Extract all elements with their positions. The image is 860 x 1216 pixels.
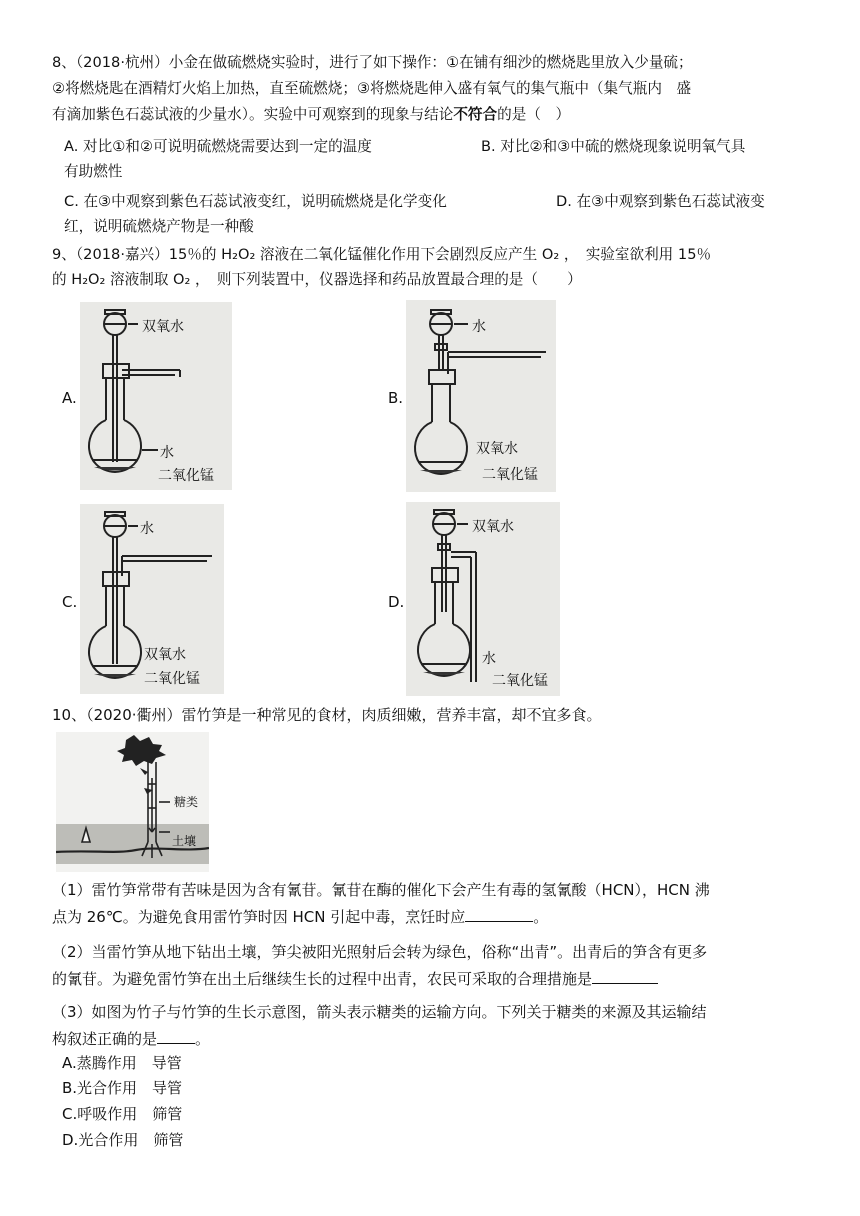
q8-option-cd-cont: 红，说明硫燃烧产物是一种酸 [64,218,254,235]
q10-part1-line2 [52,907,548,927]
q10-part1-text: 点为 26℃。为避免食用雷竹笋时因 HCN 引起中毒，烹饪时应 [52,908,466,926]
apparatus-a-bottom-label: 二氧化锰 [158,468,214,484]
q10-option-b: B.光合作用 导管 [62,1079,183,1097]
q9-option-a-letter: A. [62,389,77,407]
q10-title: 10、（2020·衢州）雷竹笋是一种常见的食材，肉质细嫩，营养丰富，却不宜多食。 [52,706,602,724]
apparatus-c-funnel-label: 水 [140,521,154,537]
q10-part3-text: 构叙述正确的是 [52,1030,158,1048]
q9-option-c-letter: C. [62,593,78,611]
apparatus-d-funnel-label: 双氧水 [472,519,514,535]
q9-option-b-letter: B. [388,389,404,407]
apparatus-a-figure [80,302,232,490]
apparatus-d-bottom-label: 二氧化锰 [492,673,548,689]
q8-option-d: D. 在③中观察到紫色石蕊试液变 [556,193,765,210]
apparatus-c-figure [80,504,224,694]
q8-stem-line1: 8、（2018·杭州）小金在做硫燃烧实验时，进行了如下操作：①在铺有细沙的燃烧匙里放入少量硫； [52,54,693,71]
apparatus-b-figure [406,300,556,492]
q9-stem-line1: 9、（2018·嘉兴）15％的 H₂O₂ 溶液在二氧化锰催化作用下会剧烈反应产生 O₂ ， 实验室欲利用 15％ [52,246,712,263]
q10-part2-line2 [52,969,658,989]
q10-option-c: C.呼吸作用 筛管 [62,1105,183,1123]
apparatus-d-flask-label: 水 [482,651,496,667]
bamboo-soil-label: 土壤 [172,834,197,848]
q9-option-d-letter: D. [388,593,405,611]
apparatus-a-funnel-label: 双氧水 [142,319,184,335]
bamboo-sugar-label: 糖类 [174,795,199,809]
q10-part3-line2 [52,1029,210,1049]
q8-stem-line3 [52,105,570,125]
q8-option-c: C. 在③中观察到紫色石蕊试液变红，说明硫燃烧是化学变化 [64,193,447,210]
q8-stem-line2: ②将燃烧匙在酒精灯火焰上加热，直至硫燃烧；③将燃烧匙伸入盛有氧气的集气瓶中（集气瓶内 盛 [52,80,692,97]
q10-option-a: A.蒸腾作用 导管 [62,1054,182,1072]
apparatus-b-flask-label: 双氧水 [476,441,518,457]
q8-stem-end: 的是（ ） [497,106,571,123]
q10-part1-answer-blank[interactable] [465,907,533,922]
q10-part2-text: 的氰苷。为避免雷竹笋在出土后继续生长的过程中出青，农民可采取的合理措施是 [52,970,593,988]
apparatus-c-bottom-label: 二氧化锰 [144,671,200,687]
q10-part3-answer-blank[interactable] [157,1029,195,1044]
q8-emphasis: 不符合 [453,106,498,123]
q10-part3-line1: （3）如图为竹子与竹笋的生长示意图，箭头表示糖类的运输方向。下列关于糖类的来源及其运输结 [52,1003,707,1021]
q8-option-b: B. 对比②和③中硫的燃烧现象说明氧气具 [481,138,746,155]
q10-part1-end: 。 [533,908,549,926]
q10-part3-end: 。 [195,1030,211,1048]
q8-stem-text: 有滴加紫色石蕊试液的少量水）。实验中可观察到的现象与结论 [52,106,454,123]
apparatus-c-flask-label: 双氧水 [144,647,186,663]
apparatus-b-funnel-label: 水 [472,319,486,335]
q10-option-d: D.光合作用 筛管 [62,1131,184,1149]
q10-part1-line1: （1）雷竹笋常带有苦味是因为含有氰苷。氰苷在酶的催化下会产生有毒的氢氰酸（HCN），HCN 沸 [52,881,710,899]
q9-stem-line2: 的 H₂O₂ 溶液制取 O₂ ， 则下列装置中，仪器选择和药品放置最合理的是（ ） [52,271,582,288]
bamboo-figure [56,732,209,872]
q10-part2-line1: （2）当雷竹笋从地下钻出土壤，笋尖被阳光照射后会转为绿色，俗称“出青”。出青后的笋含有更多 [52,943,708,961]
apparatus-b-bottom-label: 二氧化锰 [482,467,538,483]
apparatus-d-figure [406,502,560,696]
q10-part2-answer-blank[interactable] [592,969,658,984]
apparatus-a-flask-label: 水 [160,445,174,461]
q8-option-a: A. 对比①和②可说明硫燃烧需要达到一定的温度 [64,138,372,155]
q8-option-b-cont: 有助燃性 [64,163,123,180]
